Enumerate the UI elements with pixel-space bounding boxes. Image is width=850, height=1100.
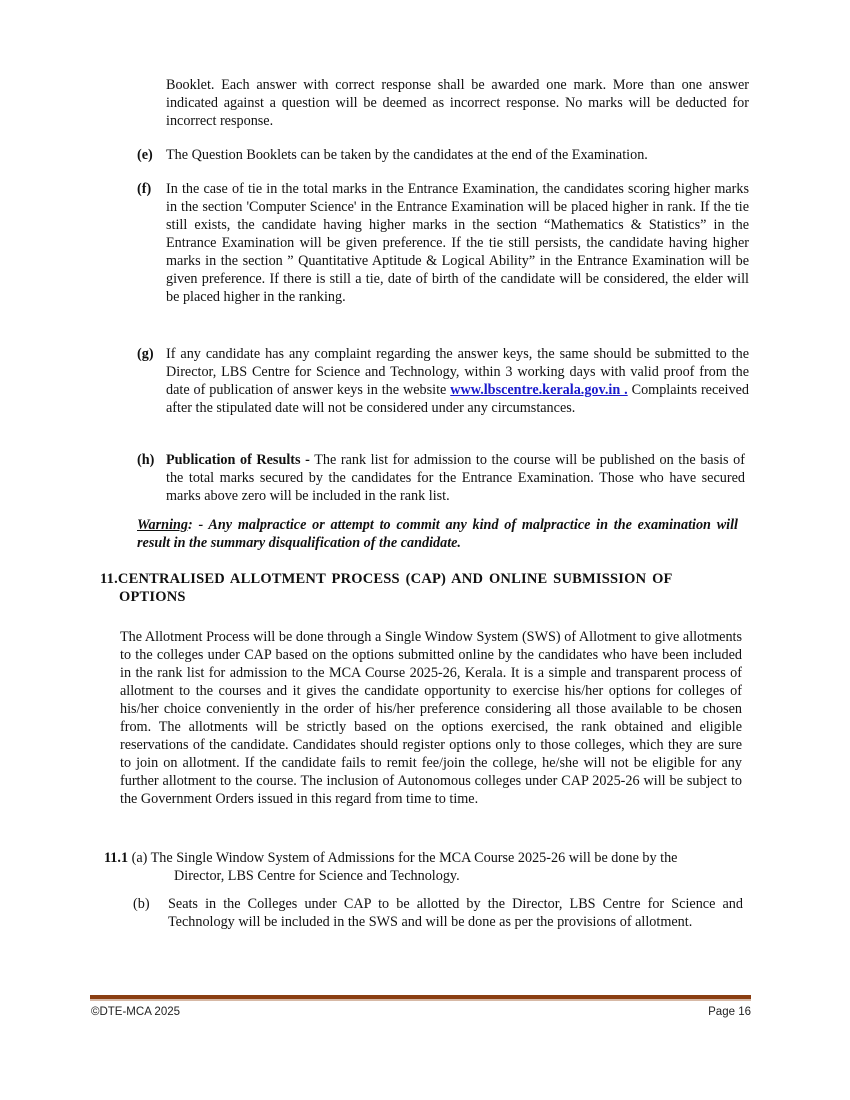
subsection-11-1-b xyxy=(133,895,743,931)
footer-copyright: ©DTE-MCA 2025 xyxy=(91,1006,181,1018)
warning-text: : - Any malpractice or attempt to commit any kind of malpractice in the examination will result in the summary disqualification of the candidate. xyxy=(137,517,738,551)
item-label: (e) xyxy=(137,147,153,163)
section-11-heading xyxy=(100,570,740,606)
item-text xyxy=(166,451,745,505)
section-heading-line2: OPTIONS xyxy=(119,589,186,605)
item-text-before: If any candidate has any complaint regarding the answer keys, the same should be submitted to the Director, LBS Centre for Science and Technology, within 3 working days with valid proof from the date of publication of answer keys in the website xyxy=(166,346,749,398)
continuation-paragraph: Booklet. Each answer with correct response shall be awarded one mark. More than one answer indicated against a question will be deemed as incorrect response. No marks will be deducted for incorrect response. xyxy=(166,77,749,129)
footer-divider-shadow xyxy=(90,999,751,1001)
subsection-b-label: (b) xyxy=(133,896,150,912)
subsection-a-text-line1: The Single Window System of Admissions for the MCA Course 2025-26 will be done by the xyxy=(150,850,678,866)
item-label: (f) xyxy=(137,181,152,197)
subsection-a-label: (a) xyxy=(131,850,148,866)
section-heading-line1: 11.CENTRALISED ALLOTMENT PROCESS (CAP) AND ONLINE SUBMISSION OF xyxy=(100,571,673,587)
warning-label: Warning xyxy=(137,517,188,533)
subsection-11-1-a xyxy=(104,849,749,885)
list-item-e xyxy=(137,146,749,164)
item-label: (h) xyxy=(137,452,155,468)
item-text-after: Complaints received after the stipulated date will not be considered under any circumstances. xyxy=(166,382,749,416)
item-text: The Question Booklets can be taken by the candidates at the end of the Examination. xyxy=(166,147,648,163)
list-item-h xyxy=(137,451,745,505)
item-text xyxy=(166,345,749,417)
item-text: In the case of tie in the total marks in the Entrance Examination, the candidates scoring higher marks in the section 'Computer Science' in the Entrance Examination will be placed higher in rank. If the tie still exists, the candidate having higher marks in the section “Mathematics & Statistics” in the Entrance Examination will be given preference. If the tie still persists, the candidate having higher marks in the section ” Quantitative Aptitude & Logical Ability” in the Entrance Examination will be given preference. If there is still a tie, date of birth of the candidate will be considered, the elder will be placed higher in the ranking. xyxy=(166,181,749,305)
list-item-f xyxy=(137,180,749,306)
warning-notice xyxy=(137,516,738,552)
list-item-g xyxy=(137,345,749,417)
section-11-paragraph: The Allotment Process will be done through a Single Window System (SWS) of Allotment to give allotments to the colleges under CAP based on the options submitted online by the candidates who have been included in the rank list for admission to the MCA Course 2025-26, Kerala. It is a simple and transparent process of allotment to the courses and it gives the candidate opportunity to exercise his/her options for colleges of his/her choice conveniently in the order of his/her preference considering all those available to be chosen from. The allotments will be strictly based on the options exercised, the rank obtained and eligible reservations of the candidate. Candidates should register options only to those colleges, which they are sure to join on allotment. If the candidate fails to remit fee/join the college, he/she will not be eligible for any further allotment to the course. The inclusion of Autonomous colleges under CAP 2025-26 will be subject to the Government Orders issued in this regard from time to time. xyxy=(120,629,742,807)
item-label: (g) xyxy=(137,346,154,362)
footer-page-number: Page 16 xyxy=(708,1006,751,1018)
subsection-number: 11.1 xyxy=(104,850,129,866)
subsection-b-text: Seats in the Colleges under CAP to be allotted by the Director, LBS Centre for Science and Technology will be included in the SWS and will be done as per the provisions of allotment. xyxy=(168,896,743,930)
item-body: The rank list for admission to the course will be published on the basis of the total marks secured by the candidates for the Entrance Examination. Those who have secured marks above zero will be included in the rank list. xyxy=(166,452,745,504)
lbscentre-website-link[interactable]: www.lbscentre.kerala.gov.in . xyxy=(450,382,628,398)
publication-of-results-title: Publication of Results - xyxy=(166,452,310,468)
subsection-a-text-line2: Director, LBS Centre for Science and Technology. xyxy=(174,868,460,884)
subsection-a-line1 xyxy=(104,849,749,867)
